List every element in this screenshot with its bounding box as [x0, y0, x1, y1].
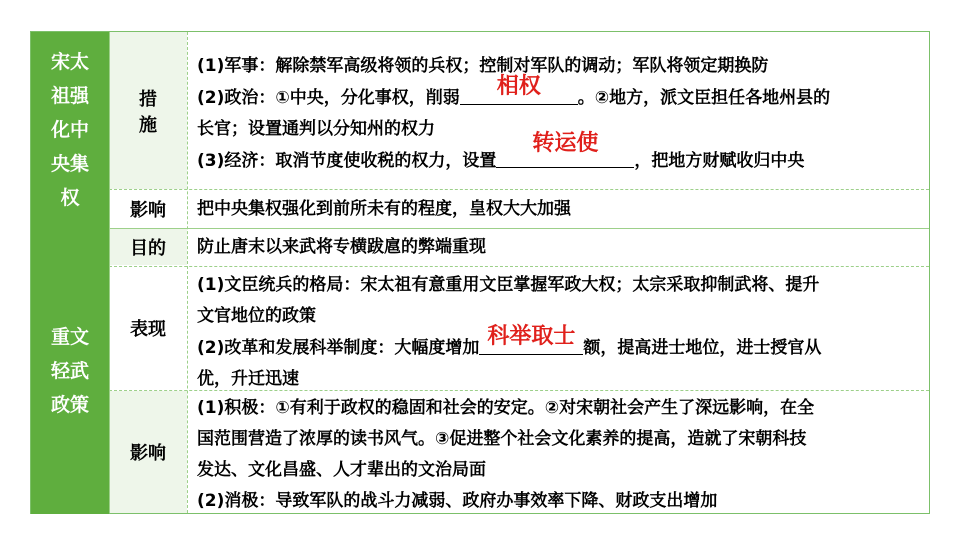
fill-blank: [496, 131, 634, 168]
summary-table: [30, 31, 930, 514]
politics-line-2: 长官；设置通判以分知州的权力: [197, 119, 435, 139]
performance-content: [187, 270, 927, 394]
measures-content: [187, 51, 927, 186]
category-text: 政策: [50, 394, 89, 416]
reform-line: [197, 324, 927, 364]
answer-text: 转运使: [532, 131, 599, 156]
text-segment: (2)改革和发展科举制度：大幅度增加: [197, 338, 480, 358]
category-text: 化中: [50, 119, 89, 141]
fill-blank: [460, 74, 578, 105]
answer-text: 相权: [496, 74, 541, 99]
divider: [109, 390, 929, 391]
label-text: 施: [139, 114, 157, 136]
text-segment: ，把地方财赋收归中央: [634, 151, 805, 171]
performance-line-2: 文官地位的政策: [197, 306, 316, 326]
category-cell-civil-policy: [31, 228, 109, 514]
row-label-impact-2: 影响: [109, 391, 187, 513]
row-label-performance: 表现: [130, 319, 166, 340]
politics-line: [197, 74, 927, 114]
performance-line-1: (1)文臣统兵的格局：宋太祖有意重用文臣掌握军政大权；太宗采取抑制武将、提升: [197, 275, 820, 295]
answer-text: 科举取士: [487, 324, 576, 349]
impact-1-content: 把中央集权强化到前所未有的程度，皇权大大加强: [197, 199, 571, 219]
economy-line: [197, 131, 927, 177]
category-text: 重文: [50, 326, 89, 348]
row-label-impact-1: 影响: [130, 200, 166, 221]
impact-line-2: 国范围营造了浓厚的读书风气。③促进整个社会文化素养的提高，造就了宋朝科技: [197, 429, 807, 449]
label-text: 措: [139, 88, 157, 110]
impact-line-3: 发达、文化昌盛、人才辈出的文治局面: [197, 460, 486, 480]
divider: [109, 266, 929, 267]
row-label-purpose: 目的: [109, 229, 187, 265]
category-text: 祖强: [50, 85, 89, 107]
category-text: 权: [60, 187, 80, 209]
impact-2-content: [187, 393, 927, 517]
performance-line-4: 优，升迁迅速: [197, 369, 299, 389]
column-divider: [109, 32, 110, 513]
purpose-content: 防止唐末以来武将专横跋扈的弊端重现: [197, 237, 486, 257]
text-segment: 。②地方，派文臣担任各地州县的: [577, 88, 831, 108]
divider: [109, 228, 929, 229]
category-text: 央集: [50, 153, 89, 175]
row-label-measures: [109, 32, 187, 189]
fill-blank: [479, 324, 583, 355]
category-text: 宋太: [50, 51, 89, 73]
text-segment: (2)政治：①中央，分化事权，削弱: [197, 88, 460, 108]
category-cell-centralization: [31, 32, 109, 228]
category-text: 轻武: [50, 360, 89, 382]
military-line: (1)军事：解除禁军高级将领的兵权；控制对军队的调动；军队将领定期换防: [197, 56, 769, 76]
impact-line-1: (1)积极：①有利于政权的稳固和社会的安定。②对宋朝社会产生了深远影响，在全: [197, 398, 815, 418]
text-segment: 额，提高进士地位，进士授官从: [583, 338, 822, 358]
divider: [109, 189, 929, 190]
column-divider: [187, 32, 188, 513]
text-segment: (3)经济：取消节度使收税的权力，设置: [197, 151, 497, 171]
impact-line-4: (2)消极：导致军队的战斗力减弱、政府办事效率下降、财政支出增加: [197, 491, 718, 511]
